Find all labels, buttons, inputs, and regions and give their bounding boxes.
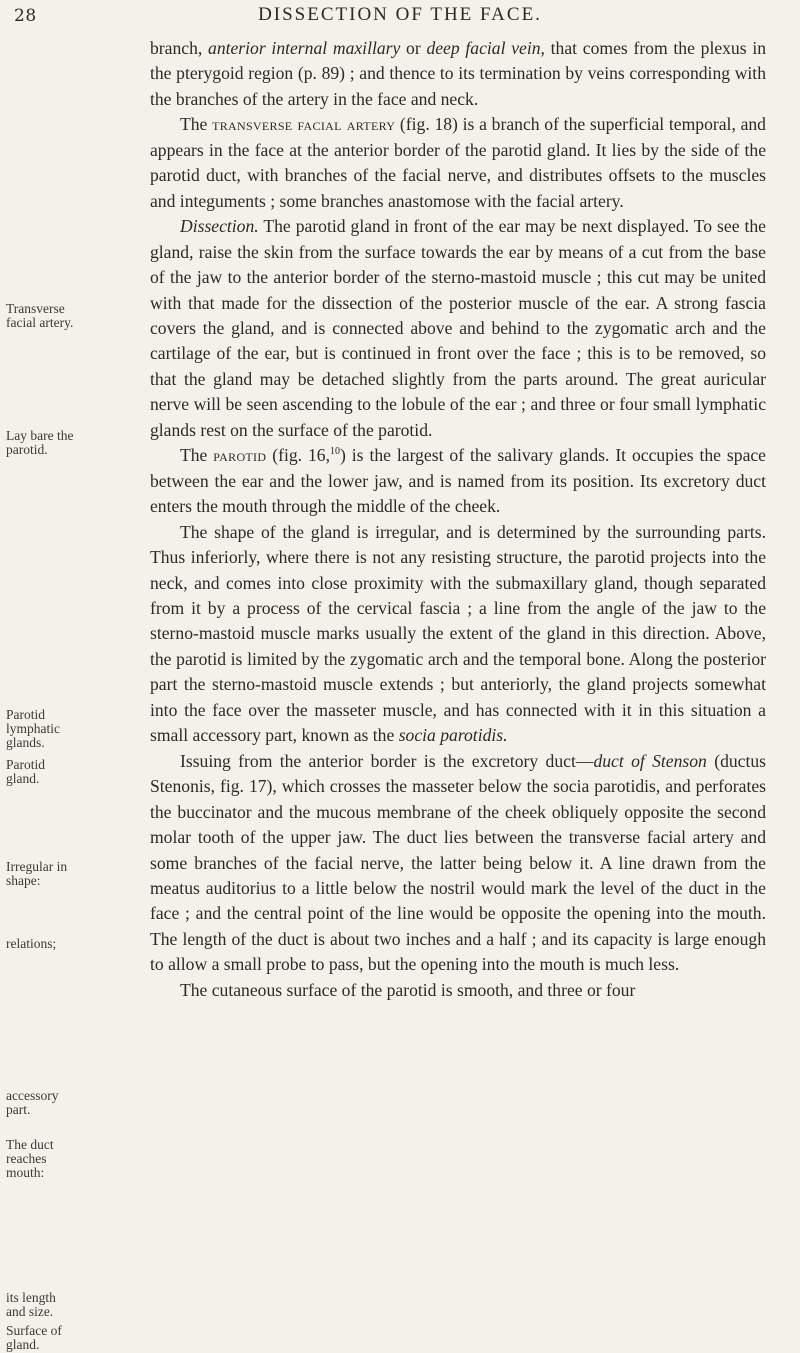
margin-note-line: glands. xyxy=(6,735,45,750)
margin-note-line: gland. xyxy=(6,1337,40,1352)
term: duct of Stenson xyxy=(593,750,707,771)
heading: Dissection. xyxy=(180,216,259,237)
margin-note-line: Parotid xyxy=(6,757,45,772)
margin-note-line: accessory xyxy=(6,1088,59,1103)
margin-note-line: Parotid xyxy=(6,707,45,722)
paragraph: Dissection. The parotid gland in front of the ear may be next displayed. To see the gland, raise the skin from the surface towards the ear by means of a cut from the base of the jaw to the anterior border of the sterno-mastoid muscle ; this cut may be united with that made for the dissection of the posterior muscle of the ear. A strong fascia covers the gland, and is connected above and behind to the zygomatic arch and the cartilage of the ear, but is continued in front over the face ; this is to be removed, so that the gland may be detached slightly from the parts around. The great auricular nerve will be seen ascending to the lobule of the ear ; and three or four small lymphatic glands rest on the surface of the parotid. xyxy=(150,216,766,440)
margin-note-line: parotid. xyxy=(6,442,48,457)
margin-note xyxy=(6,758,88,786)
page-number: 28 xyxy=(14,6,37,26)
margin-note-line: shape: xyxy=(6,873,41,888)
margin-note-line: gland. xyxy=(6,771,40,786)
margin-note xyxy=(6,1089,88,1117)
paragraph: The cutaneous surface of the parotid is smooth, and three or four xyxy=(180,979,636,1000)
margin-note-line: relations; xyxy=(6,936,57,951)
margin-note-line: Surface of xyxy=(6,1323,62,1338)
margin-note-line: facial artery. xyxy=(6,315,74,330)
margin-note xyxy=(6,429,88,457)
margin-note-line: its length xyxy=(6,1290,56,1305)
paragraph: The parotid (fig. 16,10) is the largest of the salivary glands. It occupies the space between the ear and the lower jaw, and is named from its position. Its excretory duct enters the mouth through the middle of the cheek. xyxy=(150,445,766,517)
margin-note-line: lymphatic xyxy=(6,721,60,736)
margin-note-line: mouth: xyxy=(6,1165,45,1180)
margin-note-line: part. xyxy=(6,1102,31,1117)
paragraph: The shape of the gland is irregular, and is determined by the surrounding parts. Thus inferiorly, where there is not any resisting structure, the parotid projects into the neck, and comes into close proximity with the submaxillary gland, though separated from it by a process of the cervical fascia ; a line from the angle of the jaw to the sterno-mastoid muscle marks usually the extent of the gland in this direction. Above, the parotid is limited by the zygomatic arch and the temporal bone. Along the posterior part the sterno-mastoid muscle extends ; but anteriorly, the gland projects somewhat into the face over the masseter muscle, and has connected with it in this situation a small accessory part, known as the socia parotidis. xyxy=(150,521,766,746)
margin-note xyxy=(6,302,88,330)
margin-note-line: Transverse xyxy=(6,301,65,316)
margin-note-line: Irregular in xyxy=(6,859,68,874)
margin-note xyxy=(6,1291,88,1319)
body-text xyxy=(150,36,766,1003)
margin-note xyxy=(6,1138,88,1180)
paragraph: The transverse facial artery (fig. 18) is a branch of the superficial temporal, and appears in the face at the anterior border of the parotid gland. It lies by the side of the parotid duct, with branches of the facial nerve, and distributes offsets to the muscles and integuments ; some branches anastomose with the facial artery. xyxy=(150,114,766,211)
margin-note-line: Lay bare the xyxy=(6,428,74,443)
margin-note xyxy=(6,937,88,951)
margin-note xyxy=(6,860,88,888)
term: transverse facial artery xyxy=(212,114,396,135)
term: parotid xyxy=(213,445,267,466)
running-title: DISSECTION OF THE FACE. xyxy=(258,4,542,25)
margin-note xyxy=(6,708,88,750)
margin-note-line: The duct xyxy=(6,1137,54,1152)
margin-note-line: and size. xyxy=(6,1304,54,1319)
margin-note-line: reaches xyxy=(6,1151,47,1166)
paragraph: branch, anterior internal maxillary or deep facial vein, that comes from the plexus in the pterygoid region (p. 89) ; and thence to its termination by veins corresponding with the branches of the artery in the face and neck. xyxy=(150,38,767,109)
margin-note xyxy=(6,1324,88,1352)
paragraph: Issuing from the anterior border is the excretory duct—duct of Stenson (ductus Stenonis, fig. 17), which crosses the masseter below the socia parotidis, and perforates the buccinator and the mucous membrane of the cheek obliquely opposite the second molar tooth of the upper jaw. The duct lies between the transverse facial artery and some branches of the facial nerve, the latter being below it. A line drawn from the meatus auditorius to a little below the nostril would mark the level of the duct in the face ; and the central point of the line would be opposite the opening into the mouth. The length of the duct is about two inches and a half ; and its capacity is large enough to allow a small probe to pass, but the opening into the mouth is much less. xyxy=(150,750,766,975)
term: socia parotidis. xyxy=(398,725,508,746)
